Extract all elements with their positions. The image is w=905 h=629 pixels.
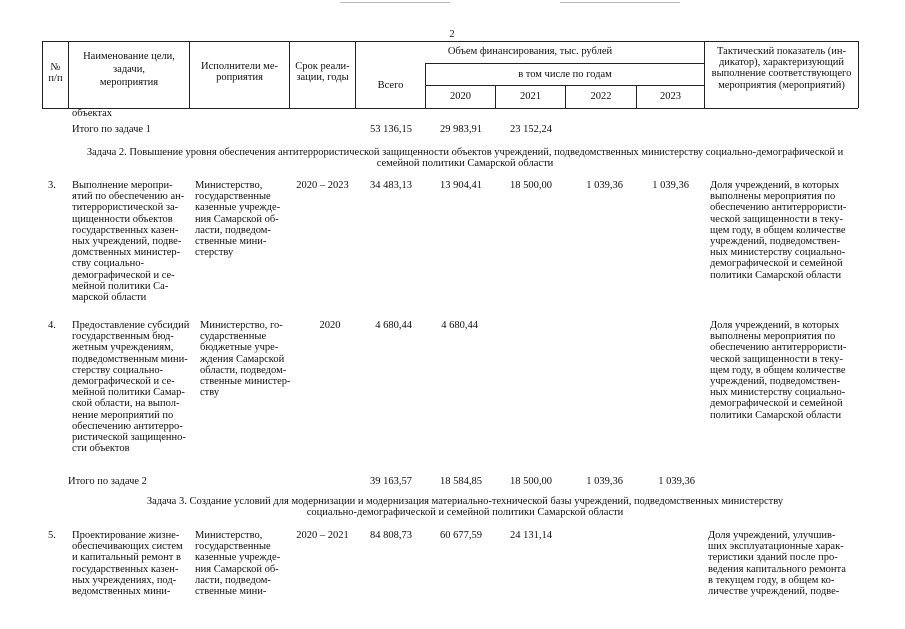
header-year-2020: 2020 (450, 91, 471, 102)
scan-edge-line (560, 2, 680, 3)
row-term: 2020 (319, 320, 341, 331)
total-label: Итого по задаче 1 (72, 124, 151, 135)
row-2021: 18 500,00 (510, 180, 552, 191)
row-executor: Министерство, го- сударственные бюджетные учре- ждения Самарской области, подведом- ственные министер- ству (200, 320, 291, 399)
total-2023: 1 039,36 (658, 476, 695, 487)
row-total: 84 808,73 (370, 530, 412, 541)
header-total: Всего (377, 80, 404, 91)
header-num: № п/п (48, 62, 63, 85)
row-total: 34 483,13 (370, 180, 412, 191)
row-name: Предоставление субсидий государственным бюд- жетным учреждениям, подведомственным мини- стерству социально- демографической и се- мейной политики Самар- ской области, на выпол- нение мероприятий по обеспечению антитерро- ристической защищенно- сти объектов (72, 320, 190, 455)
total-2022: 1 039,36 (586, 476, 623, 487)
task2-heading: Задача 2. Повышение уровня обеспечения антитеррористической защищенности объектов учреждений, подведомственных министерству социально-демографической и семейной политики Самарской области (86, 147, 844, 170)
row-total: 4 680,44 (375, 320, 412, 331)
header-year-2023: 2023 (660, 91, 681, 102)
total-sum: 53 136,15 (370, 124, 412, 135)
total-2020: 29 983,91 (440, 124, 482, 135)
row-indicator: Доля учреждений, в которых выполнены мероприятия по обеспечению антитеррористи- ческой защищенности в теку- щем году, в общем количестве учреждений, подведомствен- ных министерству социально- демографической и семейной политики Самарской области (710, 320, 847, 421)
row-num: 3. (48, 180, 56, 191)
header-indicator: Тактический показатель (ин- дикатор), характеризующий выполнение соответствующего мероприятия (мероприятий) (711, 46, 852, 91)
row-name: Выполнение меропри- ятий по обеспечению ан- титеррористической за- щищенности объектов государственных казен- ных учреждений, подве- домственных министер- ству социально- демографической и се- мейной политики Са- марской области (72, 180, 185, 304)
header-year-2021: 2021 (520, 91, 541, 102)
header-by-years: в том числе по годам (518, 69, 612, 80)
total-2021: 23 152,24 (510, 124, 552, 135)
total-2021: 18 500,00 (510, 476, 552, 487)
row-2023: 1 039,36 (652, 180, 689, 191)
row-executor: Министерство, государственные казенные учрежде- ния Самарской об- ласти, подведом- ственные мини- (195, 530, 281, 598)
row-num: 5. (48, 530, 56, 541)
header-name: Наименование цели, задачи, мероприятия (83, 51, 175, 88)
row-2020: 4 680,44 (441, 320, 478, 331)
header-term: Срок реали- зации, годы (295, 61, 350, 84)
continuation-text: объектах (72, 108, 113, 119)
task3-heading: Задача 3. Создание условий для модернизации и модернизация материально-технической базы учреждений, подведомственных министерству социально-демографической и семейной политики Самарской области (146, 496, 784, 519)
row-num: 4. (48, 320, 56, 331)
total-2020: 18 584,85 (440, 476, 482, 487)
row-indicator: Доля учреждений, в которых выполнены мероприятия по обеспечению антитеррористи- ческой защищенности в теку- щем году, в общем количестве учреждений, подведомствен- ных министерству социально- демографической и семейной политики Самарской области (710, 180, 847, 281)
total-label: Итого по задаче 2 (68, 476, 147, 487)
header-funding: Объем финансирования, тыс. рублей (447, 46, 613, 57)
page-number: 2 (449, 29, 455, 40)
header-executors: Исполнители ме- роприятия (201, 61, 278, 84)
row-2020: 13 904,41 (440, 180, 482, 191)
header-year-2022: 2022 (590, 91, 612, 102)
row-term: 2020 – 2023 (296, 180, 349, 191)
row-2021: 24 131,14 (510, 530, 552, 541)
row-executor: Министерство, государственные казенные учрежде- ния Самарской об- ласти, подведом- ственные мини- стерству (195, 180, 281, 259)
total-sum: 39 163,57 (370, 476, 412, 487)
row-2022: 1 039,36 (586, 180, 623, 191)
row-indicator: Доля учреждений, улучшив- ших эксплуатационные харак- теристики зданий после про- ведения капитального ремонта в текущем году, в общем ко- личестве учреждений, подве- (708, 530, 846, 598)
row-2020: 60 677,59 (440, 530, 482, 541)
row-name: Проектирование жизне- обеспечивающих систем и капитальный ремонт в государственных казен- ных учреждениях, под- ведомственных мини- (72, 530, 183, 598)
row-term: 2020 – 2021 (296, 530, 349, 541)
scan-edge-line (340, 2, 450, 3)
